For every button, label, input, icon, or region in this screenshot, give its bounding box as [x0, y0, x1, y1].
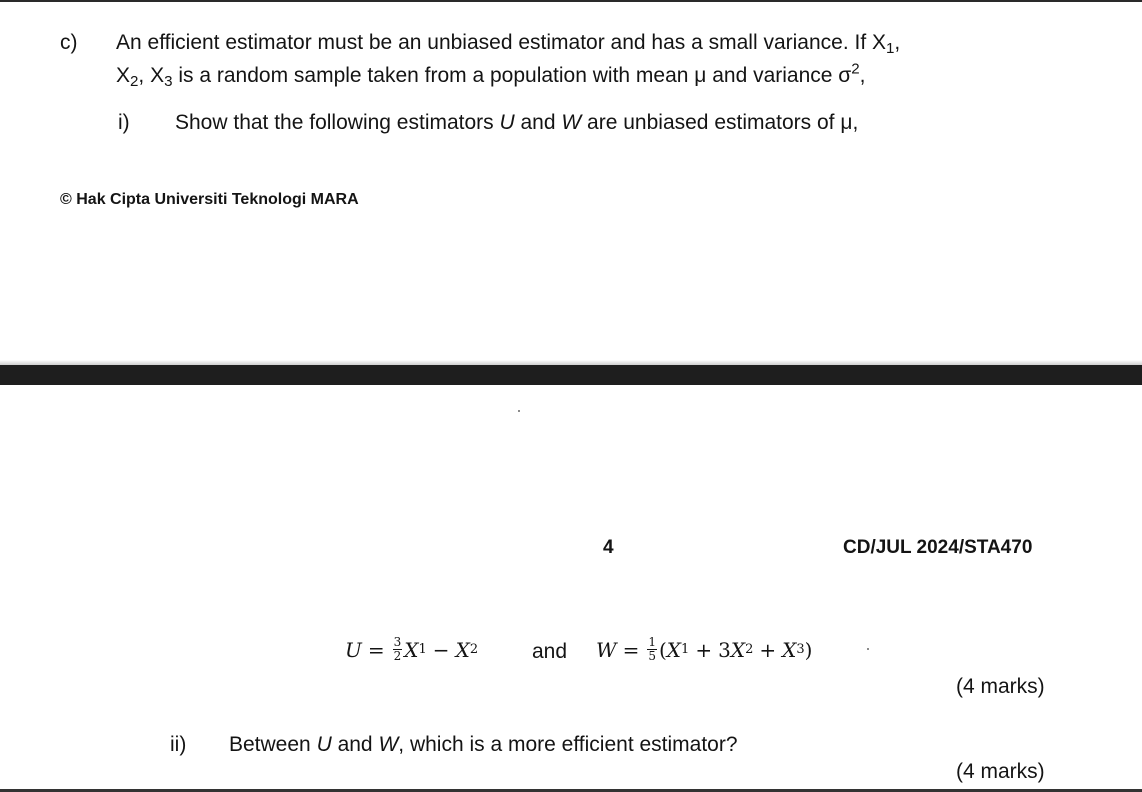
question-c-label: c) [60, 31, 78, 54]
question-c-line-1: An efficient estimator must be an unbiased estimator and has a small variance. If $X_1$, [116, 31, 901, 58]
formula-w: W = $\frac{1}{5}$ ( X 1 + 3 X 2 + X 3 ) [596, 635, 813, 663]
scan-speck [867, 648, 869, 650]
part-i-label: i) [118, 111, 130, 134]
formula-u: U = $\frac{3}{2}$ X 1 − X 2 [345, 635, 479, 663]
part-ii-marks: (4 marks) [956, 760, 1045, 783]
part-ii-question: Between U and W, which is a more efficient estimator? [229, 733, 738, 756]
top-divider [0, 0, 1142, 2]
part-i-question: Show that the following estimators U and W are unbiased estimators of μ, [175, 111, 859, 134]
page-break-band [0, 365, 1142, 385]
page-number: 4 [603, 537, 614, 558]
part-i-marks: (4 marks) [956, 675, 1045, 698]
part-ii-label: ii) [170, 733, 187, 756]
question-c-line-2: $X_2$, $X_3$ is a random sample taken from a population with mean μ and variance $\sigma^2$, [116, 60, 866, 91]
fraction-one-fifth: $\frac{1}{5}$ [648, 635, 656, 663]
copyright-notice: © Hak Cipta Universiti Teknologi MARA [60, 191, 359, 208]
course-code: CD/JUL 2024/STA470 [843, 537, 1033, 558]
conjunction-and: and [532, 640, 568, 663]
fraction-three-halves: $\frac{3}{2}$ [393, 635, 402, 663]
scan-speck [518, 410, 520, 412]
